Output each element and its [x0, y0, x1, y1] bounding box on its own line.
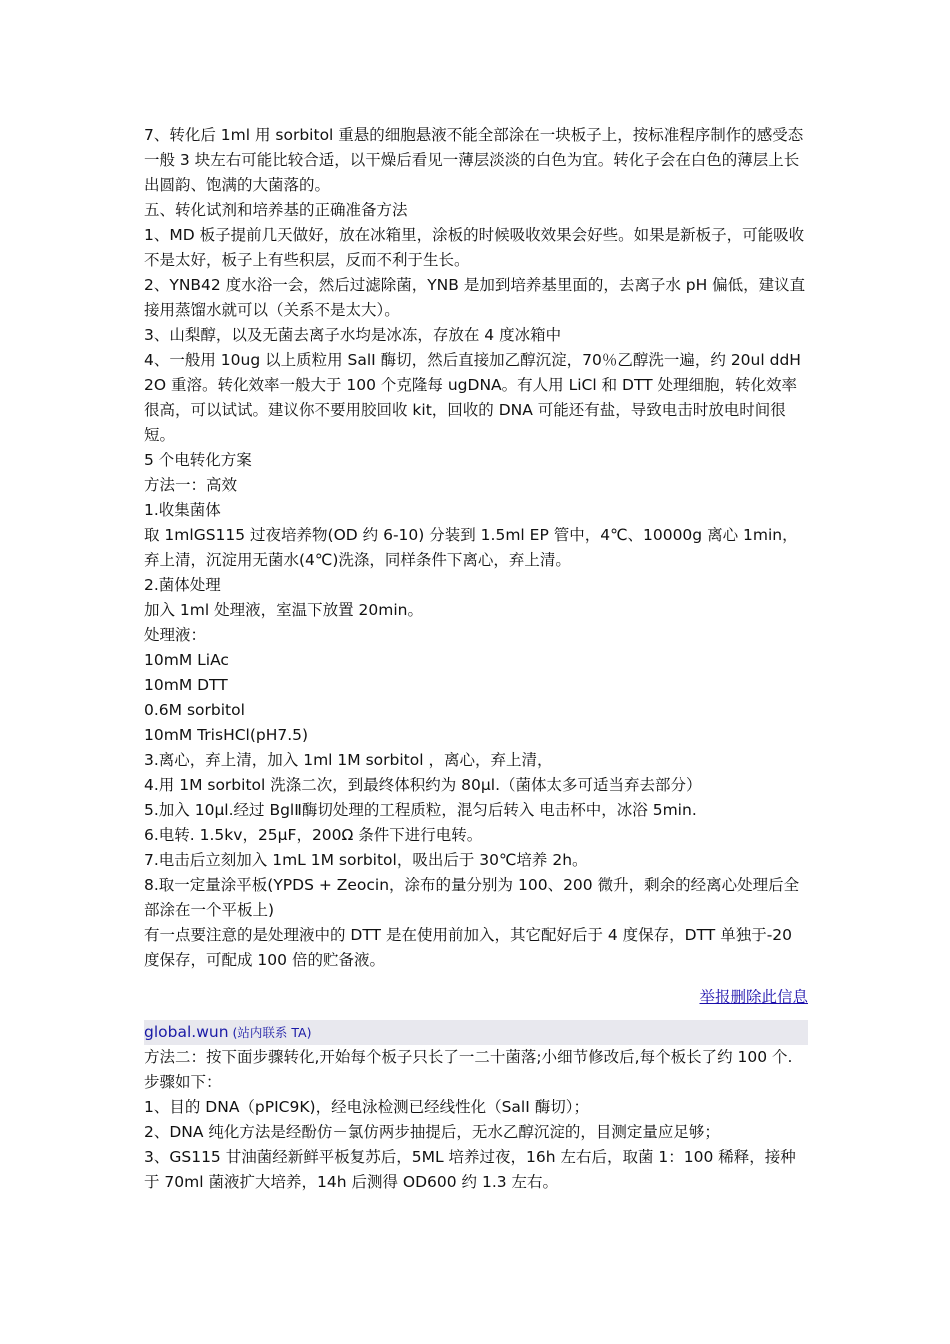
paragraph: 取 1mlGS115 过夜培养物(OD 约 6-10) 分装到 1.5ml EP 管中，4℃、10000g 离心 1min，弃上清，沉淀用无菌水(4℃)洗涤，同样条件下离心，弃上清。 — [144, 526, 798, 569]
step-heading: 2.菌体处理 — [144, 576, 221, 594]
recipe-line: 10mM TrisHCl(pH7.5) — [144, 726, 309, 744]
recipe-line: 10mM DTT — [144, 676, 228, 694]
section-heading: 5 个电转化方案 — [144, 451, 252, 469]
paragraph: 4、一般用 10ug 以上质粒用 SalI 酶切，然后直接加乙醇沉淀，70％乙醇洗一遍，约 20ul ddH2O 重溶。转化效率一般大于 100 个克隆每 ugDNA。有人用 LiCl 和 DTT 处理细胞，转化效率很高，可以试试。建议你不要用胶回收 kit，回收的 DNA 可能还有盐，导致电击时放电时间很短。 — [144, 351, 801, 444]
paragraph: 有一点要注意的是处理液中的 DTT 是在使用前加入，其它配好后于 4 度保存，DTT 单独于-20 度保存，可配成 100 倍的贮备液。 — [144, 926, 793, 969]
paragraph: 步骤如下： — [144, 1073, 222, 1091]
step-line: 7.电击后立刻加入 1mL 1M sorbitol，吸出后于 30℃培养 2h。 — [144, 851, 588, 869]
paragraph: 2、YNB42 度水浴一会，然后过滤除菌，YNB 是加到培养基里面的，去离子水 pH 偏低，建议直接用蒸馏水就可以（关系不是太大）。 — [144, 276, 806, 319]
paragraph: 3、山梨醇，以及无菌去离子水均是冰冻，存放在 4 度冰箱中 — [144, 326, 562, 344]
paragraph: 处理液： — [144, 626, 207, 644]
paragraph: 1、MD 板子提前几天做好，放在冰箱里，涂板的时候吸收效果会好些。如果是新板子，可能吸收不是太好，板子上有些积层，反而不利于生长。 — [144, 226, 805, 269]
step-line: 5.加入 10μl.经过 BglⅡ酶切处理的工程质粒，混匀后转入 电击杯中，冰浴 5min. — [144, 801, 697, 819]
method-heading: 方法一：高效 — [144, 476, 238, 494]
reply-body — [144, 1045, 808, 1195]
section-heading: 五、转化试剂和培养基的正确准备方法 — [144, 201, 408, 219]
author-bar — [144, 1020, 808, 1045]
report-row — [144, 985, 808, 1010]
paragraph: 7、转化后 1ml 用 sorbitol 重悬的细胞悬液不能全部涂在一块板子上，按标准程序制作的感受态一般 3 块左右可能比较合适，以干燥后看见一薄层淡淡的白色为宜。转化子会在白色的薄层上长出圆韵、饱满的大菌落的。 — [144, 126, 804, 194]
step-line: 6.电转. 1.5kv，25μF，200Ω 条件下进行电转。 — [144, 826, 483, 844]
step-line: 2、DNA 纯化方法是经酚仿－氯仿两步抽提后，无水乙醇沉淀的，目测定量应足够； — [144, 1123, 720, 1141]
recipe-line: 0.6M sorbitol — [144, 701, 245, 719]
step-line: 1、目的 DNA（pPIC9K)，经电泳检测已经线性化（SalI 酶切）； — [144, 1098, 589, 1116]
document-page — [144, 123, 808, 1195]
author-name-link[interactable]: global.wun — [144, 1023, 229, 1041]
contact-author-link[interactable]: (站内联系 TA) — [232, 1025, 312, 1040]
paragraph: 方法二：按下面步骤转化,开始每个板子只长了一二十菌落;小细节修改后,每个板长了约 100 个. — [144, 1048, 793, 1066]
step-line: 4.用 1M sorbitol 洗涤二次，到最终体积约为 80μl.（菌体太多可适当弃去部分） — [144, 776, 702, 794]
recipe-line: 10mM LiAc — [144, 651, 229, 669]
report-delete-link[interactable]: 举报删除此信息 — [699, 988, 808, 1006]
step-line: 3.离心，弃上清，加入 1ml 1M sorbitol ，离心，弃上清， — [144, 751, 553, 769]
paragraph: 加入 1ml 处理液，室温下放置 20min。 — [144, 601, 424, 619]
post-body — [144, 123, 808, 973]
step-heading: 1.收集菌体 — [144, 501, 221, 519]
step-line: 8.取一定量涂平板(YPDS + Zeocin，涂布的量分别为 100、200 微升，剩余的经离心处理后全部涂在一个平板上) — [144, 876, 800, 919]
step-line: 3、GS115 甘油菌经新鲜平板复苏后，5ML 培养过夜，16h 左右后，取菌 1：100 稀释，接种于 70ml 菌液扩大培养，14h 后测得 OD600 约 1.3 左右。 — [144, 1148, 796, 1191]
